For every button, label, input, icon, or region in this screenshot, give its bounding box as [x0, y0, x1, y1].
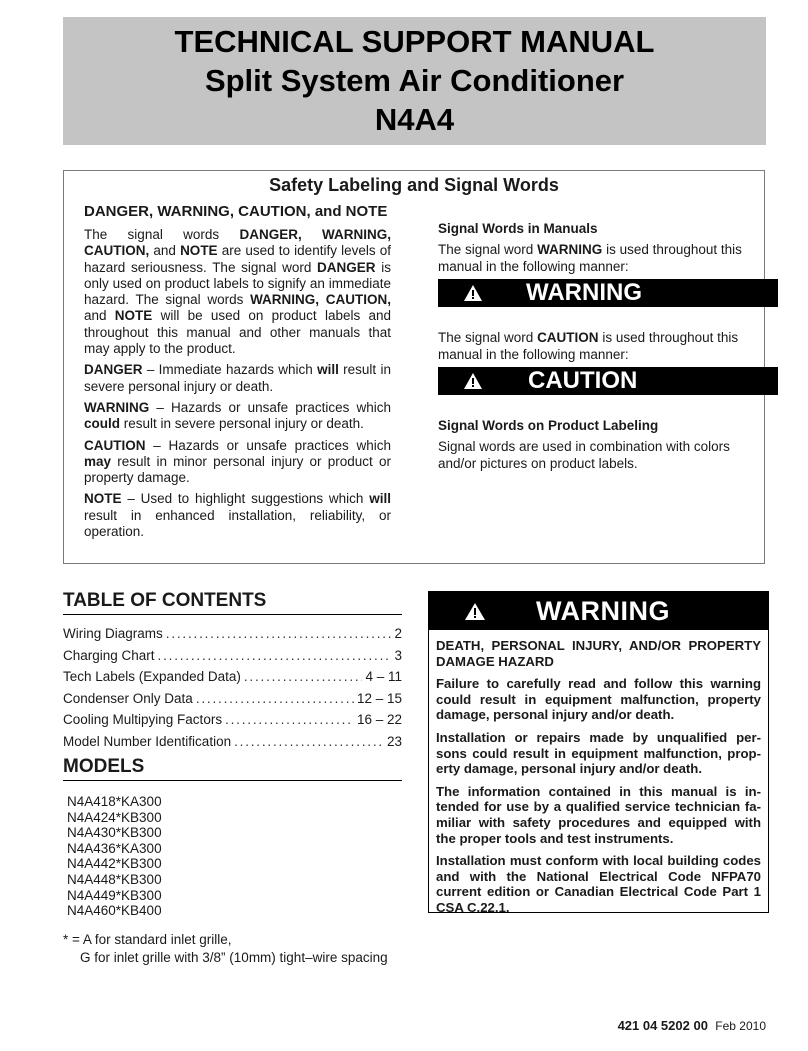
header-subtitle: Split System Air Conditioner: [204, 63, 625, 98]
document-number: 421 04 5202 00: [617, 1018, 708, 1033]
signal-words-intro: The signal words DANGER, WARNING, CAUTION, and NOTE are used to identify levels of hazard seriousness. The signal word DANGER is only used on product labels to signify an immediate hazard. The signal words WARNING, CAUTION, and NOTE will be used on product labels and throughout this manual and other manuals that may apply to the product.: [84, 227, 392, 357]
safety-title: Safety Labeling and Signal Words: [269, 175, 559, 195]
manuals-heading: Signal Words in Manuals: [438, 221, 598, 236]
warning-triangle-icon: [465, 603, 485, 620]
toc-entry[interactable]: Tech Labels (Expanded Data) ..... 4 – 11: [63, 668, 402, 690]
header-title: TECHNICAL SUPPORT MANUAL: [174, 24, 655, 59]
toc-list: [63, 625, 402, 754]
safety-labeling-box: [63, 170, 765, 564]
model-item: N4A448*KB300: [67, 871, 162, 887]
signal-words-usage: [438, 220, 751, 472]
caution-usage-text: The signal word CAUTION is used throughout this manual in the following manner:: [438, 330, 739, 362]
warning-box: [428, 591, 769, 913]
toc-entry[interactable]: Wiring Diagrams ..... 2: [63, 625, 402, 647]
model-item: N4A424*KB300: [67, 809, 162, 825]
model-item: N4A442*KB300: [67, 856, 162, 872]
model-item: N4A430*KB300: [67, 825, 162, 841]
model-item: N4A436*KA300: [67, 840, 162, 856]
model-item: N4A460*KB400: [67, 903, 162, 919]
header-model: N4A4: [374, 102, 455, 137]
document-header: [63, 17, 766, 145]
toc-title: TABLE OF CONTENTS: [63, 590, 402, 615]
models-section: [63, 756, 402, 967]
model-item: N4A449*KB300: [67, 887, 162, 903]
warning-paragraph: Failure to carefully read and follow this warning could result in equipment malfunction, property damage, personal injury and/or death.: [436, 676, 761, 723]
toc-entry[interactable]: Model Number Identification ..... 23: [63, 733, 402, 755]
table-of-contents: [63, 590, 402, 754]
warning-box-title: WARNING: [536, 596, 670, 626]
danger-definition: DANGER – Immediate hazards which will result in severe personal injury or death.: [84, 362, 391, 394]
document-footer: [618, 1018, 766, 1033]
warning-bar-label: WARNING: [526, 279, 642, 306]
warning-box-header: [429, 592, 768, 630]
warning-paragraph: Installation must conform with local building codes and with the National Electrical Code NFPA70 current edition or Canadian Electrical Code Part 1 CSA C.22.1.: [436, 853, 761, 915]
models-title: MODELS: [63, 756, 402, 781]
warning-usage-text: The signal word WARNING is used throughout this manual in the following manner:: [438, 242, 742, 274]
warning-hazard-heading: DEATH, PERSONAL INJURY, AND/OR PROPERTY DAMAGE HAZARD: [436, 638, 761, 669]
warning-signal-bar: [438, 279, 778, 307]
warning-paragraph: The information contained in this manual is in- tended for use by a qualified service technician fa- miliar with safety procedures and equipped with the proper tools and test instruments.: [436, 783, 761, 846]
toc-entry[interactable]: Condenser Only Data ..... 12 – 15: [63, 690, 402, 712]
caution-signal-bar: [438, 367, 778, 395]
caution-triangle-icon: [464, 373, 482, 389]
warning-definition: WARNING – Hazards or unsafe practices which could result in severe personal injury or death.: [84, 399, 391, 432]
labeling-text: Signal words are used in combination with colors and/or pictures on product labels.: [438, 439, 730, 471]
model-footnote: * = A for standard inlet grille, G for inlet grille with 3/8” (10mm) tight–wire spacing: [63, 931, 388, 965]
toc-entry[interactable]: Charging Chart ..... 3: [63, 647, 402, 669]
model-item: N4A418*KA300: [67, 794, 162, 809]
warning-triangle-icon: [464, 285, 482, 301]
model-list: [67, 794, 402, 919]
definitions-heading: DANGER, WARNING, CAUTION, and NOTE: [84, 203, 388, 220]
document-date: Feb 2010: [715, 1019, 766, 1033]
warning-paragraph: Installation or repairs made by unqualified per- sons could result in equipment malfunction, prop- erty damage, personal injury and/or death.: [436, 729, 761, 777]
toc-entry[interactable]: Cooling Multipying Factors ..... 16 – 22: [63, 711, 402, 733]
signal-words-definitions: [84, 202, 391, 545]
caution-definition: CAUTION – Hazards or unsafe practices which may result in minor personal injury or product or property damage.: [84, 437, 391, 486]
labeling-heading: Signal Words on Product Labeling: [438, 418, 659, 433]
warning-box-body: [429, 630, 768, 916]
caution-bar-label: CAUTION: [528, 367, 638, 394]
note-definition: NOTE – Used to highlight suggestions which will result in enhanced installation, reliability, or operation.: [84, 491, 391, 540]
